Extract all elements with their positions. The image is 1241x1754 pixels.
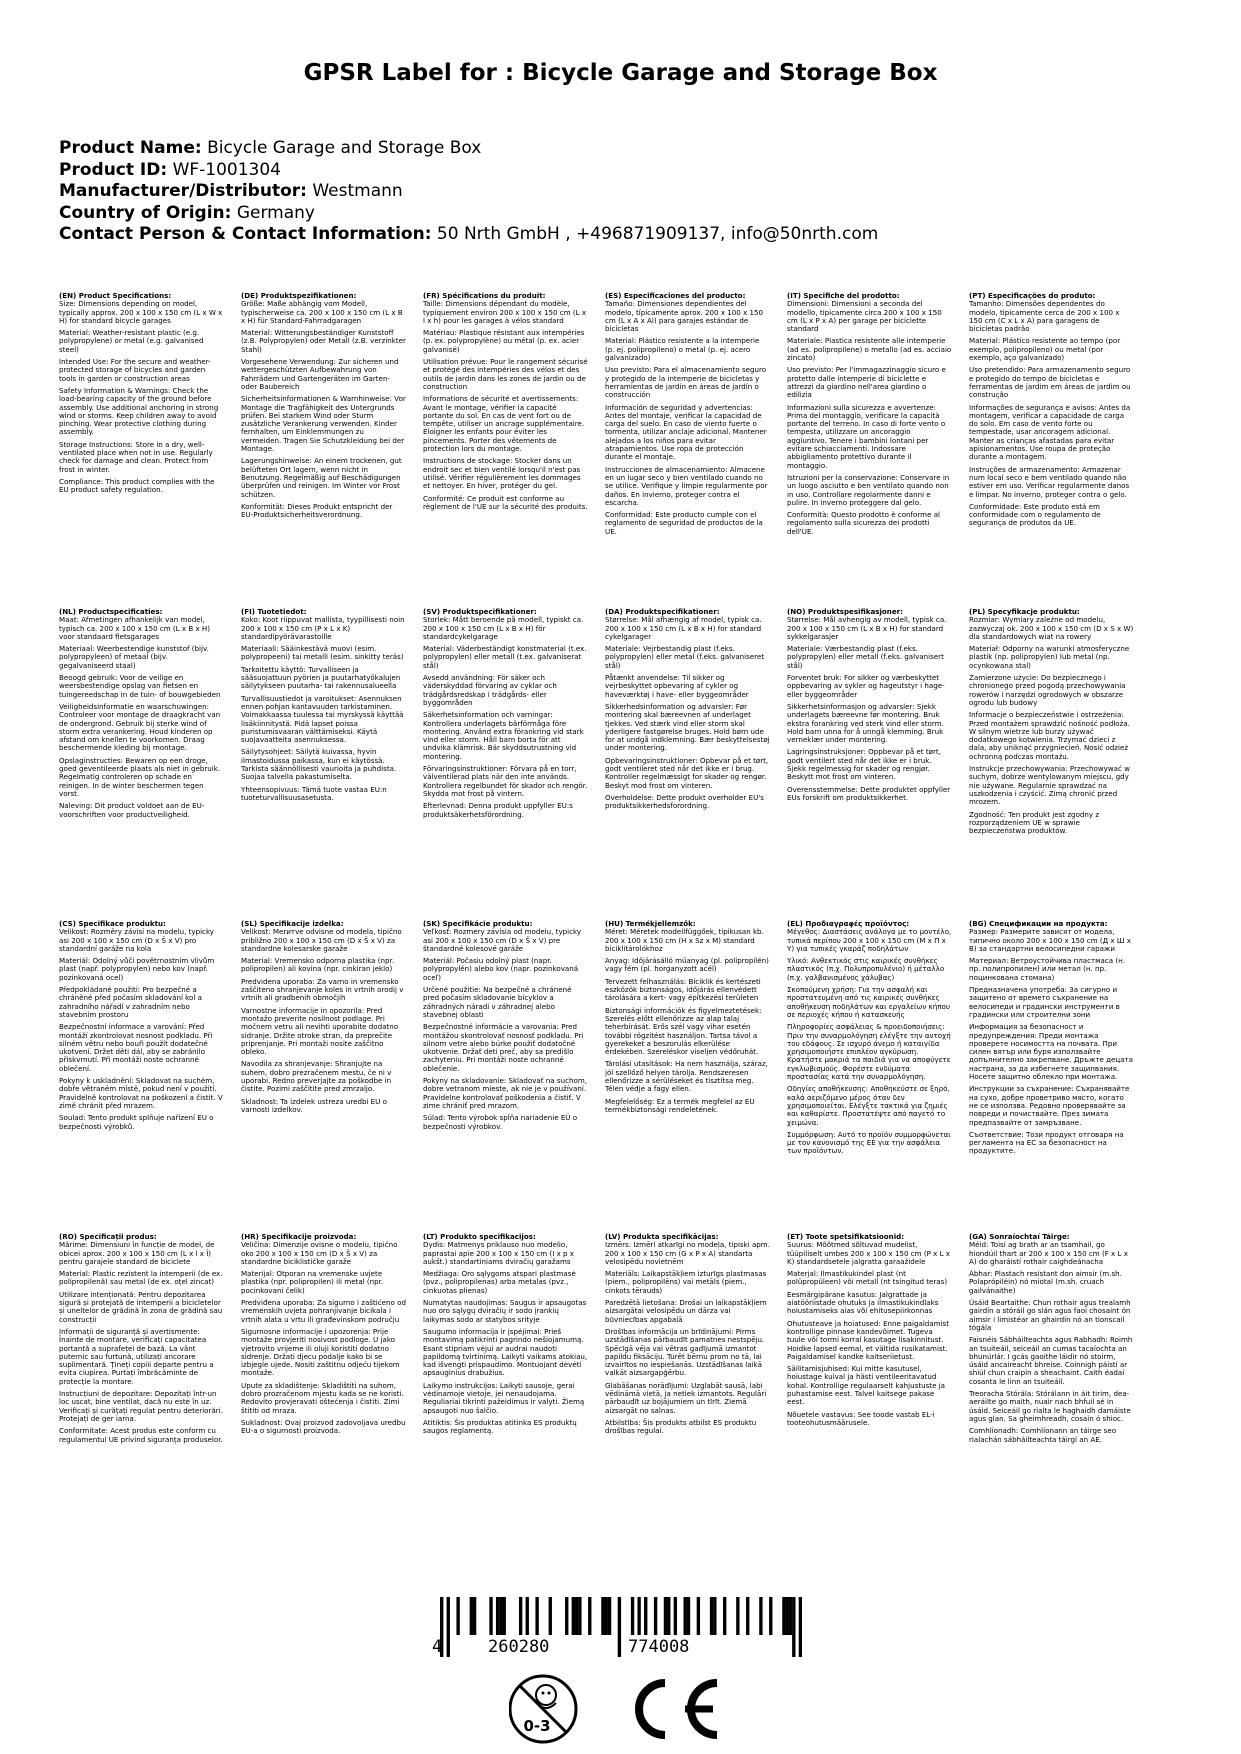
spec-paragraph: Overholdelse: Dette produkt overholder EU's produktsikkerhedsforordning. (605, 792, 764, 811)
spec-paragraph: Materiál: Počasiu odolný plast (napr. polypropylén) alebo kov (napr. pozinkovaná oceľ) (423, 956, 579, 982)
spec-paragraph: Ábhar: Plastach resistant don aimsir (m.sh. Polaprópiléin) nó miotal (m.sh. cruach gailvánaithe) (969, 1269, 1122, 1295)
barcode-bar (637, 1597, 640, 1635)
spec-paragraph: Lagerungshinweise: An einem trockenen, gut belüfteten Ort lagern, wenn nicht in Benutzung. Regelmäßig auf Beschädigungen überprüfen und reinigen. Im Winter vor Frost schützen. (241, 456, 402, 499)
spec-paragraph: Tarkoitettu käyttö: Turvalliseen ja sääsuojattuun pyörien ja puutarhatyökalujen säilytykseen puutarha- tai rakennusalueella (241, 664, 401, 691)
spec-paragraph: Avsedd användning: För säker och väderskyddad förvaring av cyklar och trädgårdsredskap i trädgårds- eller byggområden (423, 673, 557, 707)
spec-paragraph: Material: Plástico resistente a la intemperie (p. ej. polipropileno) o metal (p. ej. acero galvanizado) (605, 336, 760, 363)
spec-paragraph: Medžiaga: Oro sąlygoms atspari plastmasė (pvz., polipropilenas) arba metalas (pvz., cinkuotas plienas) (423, 1269, 576, 1295)
info-value: Germany (236, 202, 315, 223)
spec-paragraph: Koko: Koot riippuvat mallista, tyypillisesti noin 200 x 100 x 150 cm (P x L x K) standardipyörävarastoille (241, 615, 405, 641)
info-label: Product Name: (59, 138, 202, 158)
barcode-bar (782, 1597, 785, 1635)
spec-paragraph: Material: Vremensko odporna plastika (npr. polipropilen) ali kovina (npr. cinkiran jeklo) (241, 956, 395, 974)
spec-section-title: (FI) Tuotetiedot: (241, 608, 307, 616)
spec-paragraph: Size: Dimensions depending on model, typically approx. 200 x 100 x 150 cm (L x W x H) for standard bicycle garages (59, 299, 223, 325)
spec-paragraph: Tamanho: Dimensões dependentes do modelo, tipicamente cerca de 200 x 100 x 150 cm (C x L x A) para garagens de bicicletas padrão (969, 299, 1120, 334)
barcode-bar (588, 1597, 591, 1635)
spec-paragraph: Conformidad: Este producto cumple con el reglamento de seguridad de productos de la UE. (605, 510, 763, 536)
spec-section-title: (CS) Specifikace produktu: (59, 920, 166, 928)
barcode-bar (535, 1597, 538, 1635)
age-warning-icon (510, 1676, 576, 1742)
barcode-bar (496, 1597, 499, 1635)
spec-section (969, 292, 1134, 592)
barcode-bar (789, 1597, 792, 1635)
barcode-bar (792, 1597, 795, 1657)
spec-section-title: (FR) Spécifications du produit: (423, 292, 546, 300)
barcode-bar (503, 1597, 506, 1635)
barcode-left-digits: 260280 (488, 1637, 550, 1657)
spec-paragraph: Οδηγίες αποθήκευσης: Αποθηκεύστε σε ξηρό, καλά αεριζόμενο μέρος όταν δεν χρησιμοποιείται. Ελέγξτε τακτικά για ζημιές και καθαρίστε. Προστατέψτε από παγετό το χειμώνα. (787, 1084, 950, 1127)
spec-paragraph: Súlad: Tento výrobok spĺňa nariadenie EÚ o bezpečnosti výrobkov. (423, 1113, 578, 1131)
spec-paragraph: Izmērs: Izmēri atkarīgi no modeļa, tipiski apm. 200 x 100 x 150 cm (G x P x A) standarta velosipēdu novietnēm (605, 1240, 770, 1266)
spec-paragraph: Размер: Размерите зависят от модела, типично около 200 x 100 x 150 cm (Д x Ш x В) за стандартни велосипедни гаражи (969, 927, 1131, 953)
spec-paragraph: Informations de sécurité et avertissements: Avant le montage, vérifier la capacité portante du sol. En cas de vent fort ou de tempête, utiliser un ancrage supplémentaire. Éloigner les enfants pour éviter les pincements. Porter des vêtements de protection lors du montage. (423, 394, 585, 454)
spec-paragraph: Úsáid Beartaithe: Chun rothair agus trealamh gairdín a stóráil go slán agus faoi chosaint ón aimsir i limistéar an ghairdín nó an tionscail tógála (969, 1298, 1131, 1332)
spec-paragraph: Biztonsági információk és figyelmeztetések: Szerelés előtt ellenőrizze az alap talaj teherbírását. Erős szél vagy vihar esetén további rögzítést használjon. Tartsa távol a gyerekeket a beszorulás elkerülése érdekében. Szereléskor viseljen védőruhát. (605, 1005, 762, 1057)
spec-paragraph: Varnostne informacije in opozorila: Pred montažo preverite nosilnost podlage. Pri močnem vetru ali nevihti uporabite dodatno sidranje. Držite otroke stran, da preprečite priprenjanje. Pri montaži nosite zaščitno obleko. (241, 1005, 399, 1057)
barcode-bar (489, 1597, 492, 1635)
info-value: 50 Nrth GmbH , +496871909137, info@50nrth.com (436, 224, 879, 244)
barcode-bar (549, 1597, 552, 1635)
spec-section (787, 920, 952, 1220)
spec-paragraph: Materiał: Odporny na warunki atmosferyczne plastik (np. polipropylen) lub metal (np. ocynkowana stal) (969, 644, 1130, 670)
barcode-bar (667, 1597, 670, 1635)
spec-paragraph: Safety Information & Warnings: Check the load-bearing capacity of the ground before assembly. Use additional anchoring in strong wind or storms. Keep children away to avoid pinching. Wear protective clothing during assembly. (59, 385, 219, 437)
spec-section-title: (PT) Especificações do produto: (969, 292, 1096, 300)
spec-paragraph: Материал: Ветроустойчива пластмаса (н. пр. полипропилен) или метал (н. пр. поцинкована стомана) (969, 956, 1125, 982)
info-label: Manufacturer/Distributor: (59, 181, 307, 201)
spec-paragraph: Comhlíonadh: Comhlíonann an táirge seo rialachán sábháilteachta táirgí an AE. (969, 1426, 1117, 1444)
spec-paragraph: Numatytas naudojimas: Saugus ir apsaugotas nuo oro sąlygų dviračių ir sodo įrankių laikymas sodo ar statybos srityje (423, 1298, 587, 1324)
spec-section-title: (NL) Productspecificaties: (59, 608, 163, 616)
spec-paragraph: Съответствие: Този продукт отговаря на регламента на ЕС за безопасност на продуктите. (969, 1129, 1124, 1156)
spec-section (423, 1233, 588, 1533)
info-label: Product ID: (59, 159, 168, 180)
spec-section-title: (EN) Product Specifications: (59, 292, 172, 300)
spec-paragraph: Información de seguridad y advertencias: Antes del montaje, verificar la capacidad de carga del suelo. En caso de viento fuerte o tormenta, utilizar anclaje adicional. Mantener alejados a los niños para evitar atrapamientos. Use ropa de protección durante el montaje. (605, 402, 767, 462)
spec-section (241, 608, 406, 908)
spec-paragraph: Opbevaringsinstruktioner: Opbevar på et tørt, godt ventileret sted når det ikke er i brug. Kontroller regelmæssigt for skader og rengør. Beskyt mod frost om vinteren. (605, 755, 769, 790)
spec-paragraph: Material: Väderbeständigt konstmaterial (t.ex. polypropylen) eller metall (t.ex. galvaniserat stål) (423, 644, 587, 670)
spec-section (59, 1233, 224, 1533)
spec-paragraph: Lagringsinstruksjoner: Oppbevar på et tørt, godt ventilert sted når det ikke er i bruk. Sjekk regelmessig for skader og rengjør. Beskytt mot frost om vinteren. (787, 747, 941, 782)
barcode-bar (799, 1597, 802, 1657)
barcode-bar (447, 1597, 450, 1657)
spec-paragraph: Rozmiar: Wymiary zależne od modelu, zazwyczaj ok. 200 x 100 x 150 cm (D x S x W) dla standardowych wiat na rowery (969, 615, 1134, 641)
info-row (59, 224, 1189, 246)
spec-paragraph: Συμμόρφωση: Αυτό το προϊόν συμμορφώνεται με τον κανονισμό της ΕΕ για την ασφάλεια των προϊόντων. (787, 1129, 951, 1156)
barcode-bar (565, 1597, 568, 1635)
barcode-bar (605, 1597, 608, 1635)
spec-paragraph: Atitiktis: Šis produktas atitinka ES produktų saugos reglamentą. (423, 1417, 577, 1436)
spec-paragraph: Tamaño: Dimensiones dependientes del modelo, típicamente aprox. 200 x 100 x 150 cm (L x A x Al) para garajes estándar de bicicletas (605, 299, 764, 334)
info-value: Westmann (312, 181, 403, 201)
spec-paragraph: Uso previsto: Per l'immagazzinaggio sicuro e protetto dalle intemperie di biciclette e attrezzi da giardino nell'area giardino o edilizia (787, 365, 946, 400)
spec-paragraph: Bezpečnostní informace a varování: Před montáží zkontrolovat nosnost podkladu. Při silném větru nebo bouři použít dodatečné ukotvení. Držet děti dál, aby se zabránilo přiskvrnutí. Při montáži noste ochranné oblečení. (59, 1022, 213, 1073)
spec-section (241, 920, 406, 1220)
spec-paragraph: Materiál: Odolný vůči povětrnostním vlivům plast (např. polypropylen) nebo kov (např. pozinkovaná ocel) (59, 956, 215, 982)
spec-paragraph: Bezpečnostné informácie a varovania: Pred montážou skontrolovať nosnosť podkladu. Pri silnom vetre alebo búrke použiť dodatočné ukotvenie. Držať deti preč, aby sa predišlo zachyteniu. Pri montáži noste ochranné oblečenie. (423, 1022, 584, 1073)
spec-paragraph: Navodila za shranjevanje: Shranjujte na suhem, dobro prezračenem mestu, če ni v uporabi. Redno preverjajte za poškodbe in čistite. Pozimi zaščitite pred zmrzaljo. (241, 1059, 392, 1094)
spec-paragraph: Maat: Afmetingen afhankelijk van model, typisch ca. 200 x 100 x 150 cm (L x B x H) voor standaard fietsgarages (59, 615, 211, 641)
spec-section-title: (BG) Спецификации на продукта: (969, 920, 1108, 928)
spec-paragraph: Veiligheidsinformatie en waarschuwingen: Controleer voor montage de draagkracht van de ondergrond. Gebruik bij sterke wind of storm extra verankering. Houd kinderen op afstand om knellen te voorkomen. Draag beschermende kleding bij montage. (59, 701, 221, 753)
age-warning-text: 0-3 (523, 1717, 551, 1735)
spec-paragraph: Informações de segurança e avisos: Antes da montagem, verificar a capacidade de carga do solo. Em caso de vento forte ou tempestade, usar ancoragem adicional. Manter as crianças afastadas para evitar apisionamentos. Use roupa de proteção durante a montagem. (969, 402, 1131, 462)
spec-paragraph: Информация за безопасност и предупреждения: Преди монтажа проверете носимостта на почвата. При силен вятър или буря използвайте допълнително закрепване. Дръжте децата настрана, за да избегнете защипвания. Носете защитно облекло при монтажа. (969, 1022, 1134, 1082)
spec-section-title: (NO) Produktspesifikasjoner: (787, 608, 903, 616)
info-row (59, 160, 1189, 182)
spec-paragraph: Dimensioni: Dimensioni a seconda del modello, tipicamente circa 200 x 100 x 150 cm (L x P x A) per garage per biciclette standard (787, 299, 942, 334)
barcode-bar (723, 1597, 726, 1635)
spec-paragraph: Istruzioni per la conservazione: Conservare in un luogo asciutto e ben ventilato quando non in uso. Controllare regolarmente danni e pulire. In inverno proteggere dal gelo. (787, 472, 950, 507)
spec-paragraph: Předpokládané použití: Pro bezpečné a chráněné před počasím skladování kol a zahradního nářadí v zahradním nebo stavebním prostoru (59, 985, 202, 1019)
spec-section (59, 920, 224, 1220)
barcode-bar (654, 1597, 657, 1635)
barcode-bar (644, 1597, 647, 1635)
spec-section (423, 920, 588, 1220)
spec-paragraph: Säilytysohjeet: Säilytä kuivassa, hyvin ilmastoidussa paikassa, kun ei käytössä. Tarkista säännöllisesti vaurioita ja puhdista. Suojaa talvella pakastumiselta. (241, 747, 397, 782)
spec-paragraph: Méret: Méretek modellfüggőek, tipikusan kb. 200 x 100 x 150 cm (H x Sz x M) standard biciklitárolókhoz (605, 927, 764, 953)
spec-paragraph: Uso previsto: Para el almacenamiento seguro y protegido de la intemperie de bicicletas y herramientas de jardín en áreas de jardín o construcción (605, 365, 767, 400)
spec-paragraph: Conformidade: Este produto está em conformidade com o regulamento de segurança de produtos da UE. (969, 501, 1101, 528)
spec-paragraph: Turvallisuustiedot ja varoitukset: Asennuksen ennen pohjan kantavuuden tarkistaminen. Voimakkaassa tuulessa tai myrskyssä käyttää lisäkiinnitystä. Pidä lapset poissa puristumisvaaran välttämiseksi. Käytä suojavaatteita asennuksessa. (241, 693, 404, 745)
spec-paragraph: Megfelelőség: Ez a termék megfelel az EU termékbiztonsági rendeletének. (605, 1096, 755, 1114)
spec-section-title: (ES) Especificaciones del producto: (605, 292, 746, 300)
spec-paragraph: Informazioni sulla sicurezza e avvertenze: Prima del montaggio, verificare la capacità portante del terreno. In caso di forte vento o tempesta, utilizzare un ancoraggio aggiuntivo. Tenere i bambini lontani per evitare schiacciamenti. Indossare abbigliamento protettivo durante il montaggio. (787, 402, 946, 470)
spec-section-title: (DE) Produktspezifikationen: (241, 292, 357, 300)
spec-paragraph: Förvaringsinstruktioner: Förvara på en torr, välventilerad plats när den inte används. Kontrollera regelbundet för skador och rengör. Skydda mot frost på vintern. (423, 764, 588, 798)
barcode-bar (786, 1597, 789, 1635)
spec-paragraph: Veľkosť: Rozmery závisia od modelu, typicky asi 200 x 100 x 150 cm (D x Š x V) pre štandardné kolesové garáže (423, 927, 582, 953)
page-title: GPSR Label for : Bicycle Garage and Storage Box (303, 60, 938, 86)
info-row (59, 181, 1189, 203)
spec-section (59, 292, 224, 592)
spec-section-title: (IT) Specifiche del prodotto: (787, 292, 900, 300)
spec-section-title: (PL) Specyfikacje produktu: (969, 608, 1080, 616)
spec-section (969, 608, 1134, 908)
spec-section-title: (DA) Produktspecifikationer: (605, 608, 720, 616)
barcode-bar (664, 1597, 667, 1635)
ce-mark-icon (639, 1683, 717, 1735)
spec-paragraph: Σκοπούμενη χρήση: Για την ασφαλή και προστατευμένη από τις καιρικές συνθήκες αποθήκευση ποδηλάτων και εργαλείων κήπου σε περιοχές κήπου ή κατασκευής (787, 985, 950, 1019)
spec-paragraph: Matériau: Plastique résistant aux intempéries (p. ex. polypropylène) ou métal (p. ex. acier galvanisé) (423, 328, 585, 354)
spec-paragraph: Инструкции за съхранение: Съхранявайте на сухо, добре проветриво място, когато не се използва. Редовно проверявайте за повреди и почиствайте. През зимата предпазвайте от замръзване. (969, 1084, 1130, 1127)
spec-paragraph: Uso pretendido: Para armazenamento seguro e protegido do tempo de bicicletas e ferramentas de jardim em áreas de jardim ou construção (969, 365, 1131, 400)
spec-paragraph: Предназначена употреба: За сигурно и защитено от времето съхранение на велосипеди и градински инструменти в градински или строителни зони (969, 985, 1120, 1019)
barcode-bar (470, 1597, 473, 1635)
spec-section (241, 1233, 406, 1533)
spec-paragraph: Größe: Maße abhängig vom Modell, typischerweise ca. 200 x 100 x 150 cm (L x B x H) für Standard-Fahrradgaragen (241, 299, 403, 325)
spec-paragraph: Veličina: Dimenzije ovisne o modelu, tipično oko 200 x 100 x 150 cm (D x Š x V) za standardne biciklističke garaže (241, 1240, 398, 1266)
barcode-bar (759, 1597, 762, 1635)
barcode-bar (687, 1597, 690, 1635)
spec-paragraph: Informacje o bezpieczeństwie i ostrzeżenia: Przed montażem sprawdzić nośność podłoża. W silnym wietrze lub burzy używać dodatkowego kotwienia. Trzymać dzieci z dala, aby uniknąć przygniecień. Nosić odzież ochronną podczas montażu. (969, 710, 1130, 761)
spec-section (787, 608, 952, 908)
barcode-bar (473, 1597, 476, 1635)
spec-paragraph: Materiale: Vejrbestandig plast (f.eks. polypropylen) eller metal (f.eks. galvaniseret stål) (605, 644, 765, 670)
info-value: Bicycle Garage and Storage Box (207, 138, 482, 158)
spec-paragraph: Mărime: Dimensiuni în funcție de model, de obicei aprox. 200 x 100 x 150 cm (L x l x Î) pentru garajele standard de biciclete (59, 1240, 215, 1266)
barcode-bar (713, 1597, 716, 1635)
barcode-bar (769, 1597, 772, 1635)
spec-section (787, 1233, 952, 1533)
spec-paragraph: Størrelse: Mål afhængig af model, typisk ca. 200 x 100 x 150 cm (L x B x H) for standard cykelgarager (605, 615, 762, 641)
info-row (59, 203, 1189, 225)
spec-paragraph: Sikkerhetsinformasjon og advarsler: Sjekk underlagets bæreevne før montering. Bruk ekstra forankring ved sterk vind eller storm. Hold barn unna for å unngå klemming. Bruk verneklær under montering. (787, 701, 944, 745)
spec-paragraph: Overensstemmelse: Dette produktet oppfyller EUs forskrift om produktsikkerhet. (787, 784, 951, 802)
spec-paragraph: Zamierzone użycie: Do bezpiecznego i chronionego przed pogodą przechowywania rowerów i narzędzi ogrodowych w obszarze ogrodu lub budowy (969, 673, 1126, 707)
spec-paragraph: Konformität: Dieses Produkt entspricht der EU-Produktsicherheitsverordnung. (241, 501, 393, 520)
spec-paragraph: Sigurnosne informacije i upozorenja: Prije montaže provjeriti nosivost podloge. U jako vjetrovito vrijeme ili oluji koristiti dodatno sidrenje. Držati djecu podalje kako bi se izbjegle ujede. Nositi zaštitnu odjeću tijekom montaže. (241, 1326, 400, 1378)
spec-section (605, 292, 770, 592)
spec-paragraph: Beoogd gebruik: Voor de veilige en weersbestendige opslag van fietsen en tuingereedschap in de tuin- of bouwgebieden (59, 673, 221, 699)
spec-paragraph: Storlek: Mått beroende på modell, typiskt ca. 200 x 100 x 150 cm (L x B x H) för standardcykelgarage (423, 615, 584, 641)
spec-paragraph: Určené použitie: Na bezpečné a chránené pred počasím skladovanie bicyklov a záhradných náradí v záhradnej alebo stavebnej oblasti (423, 985, 572, 1019)
spec-paragraph: Soulad: Tento produkt splňuje nařízení EU o bezpečnosti výrobků. (59, 1113, 214, 1131)
spec-paragraph: Compliance: This product complies with the EU product safety regulation. (59, 476, 215, 495)
barcode-bar (697, 1597, 700, 1635)
info-label: Contact Person & Contact Information: (59, 224, 432, 244)
spec-paragraph: Materiaal: Weerbestendige kunststof (bijv. polypropyleen) of metaal (bijv. gegalvaniseerd staal) (59, 644, 209, 670)
barcode-bar (618, 1597, 621, 1657)
spec-paragraph: Suurus: Mõõtmed sõltuvad mudelist, tüüpiliselt umbes 200 x 100 x 150 cm (P x L x K) standardsetele jalgratta garaažidele (787, 1240, 950, 1266)
spec-section-title: (LV) Produkta specifikācijas: (605, 1233, 719, 1241)
spec-paragraph: Atbilstība: Šis produkts atbilst ES produktu drošības regulai. (605, 1417, 757, 1436)
spec-section (423, 292, 588, 592)
spec-paragraph: Saugumo informacija ir įspėjimai: Prieš montavimą patikrinti pagrindo nešiojamumą. Esant stipriam vėjui ar audrai naudoti papildomą tvirtinimą. Laikyti vaikams atokiau, kad išvengti prispaudimo. Montuojant dėvėti apsauginius drabužius. (423, 1326, 588, 1378)
spec-section-title: (EL) Προδιαγραφές προϊόντος: (787, 920, 910, 928)
spec-paragraph: Treoracha Stórála: Stórálann in áit tirim, dea-aeráilte go maith, nuair nach bhfuil sé in úsáid. Seiceáil go rialta le haghaidh damáiste agus glan. Sa gheimhreadh, cosain ó shioc. (969, 1389, 1131, 1423)
spec-section-title: (LT) Produkto specifikacijos: (423, 1233, 536, 1241)
spec-paragraph: Velikost: Merитve odvisne od modela, tipično približno 200 x 100 x 150 cm (D x Š x V) za standardne kolesarske garaže (241, 927, 402, 953)
spec-paragraph: Conformità: Questo prodotto è conforme al regolamento sulla sicurezza dei prodotti dell'UE. (787, 510, 941, 536)
spec-paragraph: Instrukcje przechowywania: Przechowywać w suchym, dobrze wentylowanym miejscu, gdy nie używane. Regularnie sprawdzać na uszkodzenia i czyścić. Zimą chronić przed mrozem. (969, 764, 1130, 807)
spec-paragraph: Sukladnost: Ovaj proizvod zadovoljava uredbu EU-a o sigurnosti proizvoda. (241, 1417, 406, 1436)
spec-paragraph: Utilizare intenționată: Pentru depozitarea sigură și protejată de intemperii a bicicletelor și uneltelor de grădină în zona de grădină sau construcții (59, 1289, 223, 1324)
spec-paragraph: Upute za skladištenje: Skladištiti na suhom, dobro prozračenom mjestu kada se ne koristi. Redovito provjeravati oštećenja i čistiti. Zimi štititi od mraza. (241, 1380, 404, 1415)
spec-paragraph: Pokyny k uskladnění: Skladovat na suchém, dobře větraném místě, pokud není v použití. Pravidelně kontrolovat na poškození a čistit. V zimě chránit před mrazem. (59, 1076, 223, 1110)
spec-paragraph: Skladnost: Ta izdelek ustreza uredbi EU o varnosti izdelkov. (241, 1096, 387, 1114)
spec-paragraph: Tárolási utasítások: Ha nem használja, száraz, jól szellőző helyen tárolja. Rendszeresen ellenőrizze a sérüléseket és tisztítsa meg. Télen védje a fagy ellen. (605, 1059, 768, 1094)
spec-section (423, 608, 588, 908)
spec-section-title: (SL) Specifikacije izdelka: (241, 920, 344, 928)
product-info (59, 138, 1189, 246)
spec-section-title: (GA) Sonraíochtaí Táirge: (969, 1233, 1070, 1241)
info-row (59, 138, 1189, 160)
spec-paragraph: Material: Plastic rezistent la intemperii (de ex. polipropilenă) sau metal (de ex. oțel zincat) (59, 1269, 223, 1287)
spec-paragraph: Tervezett felhasználás: Biciklik és kertészeti eszközök biztonságos, időjárás ellenvédett tárolására a kert- vagy építkezési területen (605, 976, 761, 1003)
spec-paragraph: Μέγεθος: Διαστάσεις ανάλογα με το μοντέλο, τυπικά περίπου 200 x 100 x 150 cm (Μ x Π x Υ) για τυπικές γκαράζ ποδηλάτων (787, 927, 952, 953)
spec-paragraph: Méid: Toisí ag brath ar an tsamhail, go hiondúil thart ar 200 x 100 x 150 cm (F x L x A) do gharáistí rothair caighdeánacha (969, 1240, 1128, 1266)
spec-paragraph: Material: Weather-resistant plastic (e.g. polypropylene) or metal (e.g. galvanised steel) (59, 328, 204, 354)
spec-paragraph: Materiale: Værbestandig plast (f.eks. polypropylen) eller metall (f.eks. galvanisert stål) (787, 644, 944, 670)
spec-paragraph: Instrucciones de almacenamiento: Almacene en un lugar seco y bien ventilado cuando no se utilice. Verifique y limpie regularmente por daños. En invierno, proteger contra el escarcha. (605, 464, 768, 507)
barcode-bar (684, 1597, 687, 1635)
spec-paragraph: Informații de siguranță și avertismente: Înainte de montare, verificați capacitatea portantă a suprafeței de bază. La vânt puternic sau furtună, utilizați ancorare suplimentară. Țineți copiii departe pentru a evita ciupirea. Purtați îmbrăcăminte de protecție la montare. (59, 1326, 214, 1386)
spec-section (59, 608, 224, 908)
info-label: Country of Origin: (59, 202, 232, 223)
spec-paragraph: Dydis: Matmenys priklauso nuo modelio, paprastai apie 200 x 100 x 150 cm (I x p x aukšt.) standartiniams dviračių garažams (423, 1240, 574, 1266)
spec-paragraph: Glabāšanas norādījumi: Uzglabāt sausā, labi vēdināmā vietā, ja netiek izmantots. Regulāri pārbaudīt uz bojājumiem un tīrīt. Ziemā aizsargāt no salnas. (605, 1380, 767, 1415)
spec-section-title: (HU) Termékjellemzők: (605, 920, 696, 928)
spec-paragraph: Instrucțiuni de depozitare: Depozitați într-un loc uscat, bine ventilat, dacă nu este în uz. Verificați și curățați regulat pentru deteriorări. Protejați de ger iarna. (59, 1389, 223, 1423)
spec-paragraph: Efterlevnad: Denna produkt uppfyller EU:s produktsäkerhetsförordning. (423, 801, 573, 819)
spec-paragraph: Laikymo instrukcijos: Laikyti sausoje, gerai vėdinamoje vietoje, jei nenaudojama. Reguliariai tikrinti pažeidimus ir valyti. Žiemą apsaugoti nuo šalčio. (423, 1380, 585, 1415)
spec-paragraph: Materiaali: Sääinkestävä muovi (esim. polypropeeni) tai metalli (esim. sinkitty teräs) (241, 644, 404, 662)
barcode-bar (608, 1597, 611, 1635)
spec-paragraph: Yhteensopivuus: Tämä tuote vastaa EU:n tuoteturvallisuusasetusta. (241, 784, 387, 802)
spec-section (969, 920, 1134, 1220)
spec-section (969, 1233, 1134, 1533)
spec-section (605, 920, 770, 1220)
spec-paragraph: Instruções de armazenamento: Armazenar num local seco e bem ventilado quando não estiver em uso. Verificar regularmente danos e limpar. No inverno, proteger contra o gelo. (969, 464, 1130, 499)
spec-paragraph: Säkerhetsinformation och varningar: Kontrollera underlagets bärförmåga före montering. Använd extra förankring vid stark vind eller storm. Håll barn borta för att undvika klämrisk. Bär skyddsutrustning vid montering. (423, 710, 584, 761)
barcode-bar (456, 1597, 459, 1635)
spec-paragraph: Sicherheitsinformationen & Warnhinweise: Vor Montage die Tragfähigkeit des Untergrunds prüfen. Bei starkem Wind oder Sturm zusätzliche Verankerung verwenden. Kinder fernhalten, um Einklemmungen zu vermeiden. Tragen Sie Schutzkleidung bei der Montage. (241, 394, 406, 454)
spec-paragraph: Conformitate: Acest produs este conform cu regulamentul UE privind siguranța produselor. (59, 1426, 223, 1444)
spec-section-title: (RO) Specificații produs: (59, 1233, 157, 1241)
barcode-bar (631, 1597, 634, 1635)
spec-paragraph: Faisnéis Sábháilteachta agus Rabhadh: Roimh an tsuiteáil, seiceáil an cumas tacaíochta an bhunúrlár. I gcás gaoithe láidir nó stoirm, úsáid ancaireacht bhreise. Coinnigh páistí ar shiúl chun craipín a sheachaint. Caith éadaí cosanta le linn an tsuiteáil. (969, 1335, 1133, 1386)
spec-paragraph: Paredzētā lietošana: Drošai un laikapstākļiem aizsargātai velosipēdu un dārza vai būvniecības apgabalā (605, 1298, 767, 1324)
spec-paragraph: Predviđena uporaba: Za sigurno i zaštićeno od vremenskih uvjeta pohranjivanje bicikala i vrtnih alata u vrtu ili građevinskom području (241, 1298, 406, 1324)
spec-paragraph: Vorgesehene Verwendung: Zur sicheren und wettergeschützten Aufbewahrung von Fahrrädern und Gartengeräten im Garten- oder Baubereich (241, 357, 399, 391)
barcode-bar (575, 1597, 578, 1635)
spec-paragraph: Størrelse: Mål avhengig av modell, typisk ca. 200 x 100 x 150 cm (L x B x H) for standard sykkelgarasjer (787, 615, 947, 641)
spec-paragraph: Nõuetele vastavus: See toode vastab EL-i tooteohutusmäärusele. (787, 1409, 935, 1427)
barcode-bar (519, 1597, 522, 1635)
spec-paragraph: Säilitamisjuhised: Kui mitte kasutusel, hoiustage kuival ja hästi ventileeritavatud kohal. Kontrollige regulaarselt kahjustuste ja puhastamise eest. Talvel kaitsege pakase eest. (787, 1364, 946, 1407)
spec-section-title: (SK) Špecifikácie produktu: (423, 920, 533, 928)
spec-paragraph: Materijal: Otporan na vremenske uvjete plastika (npr. polipropilen) ili metal (npr. pocinkovani čelik) (241, 1269, 384, 1295)
spec-section-title: (ET) Toote spetsifikatsioonid: (787, 1233, 905, 1241)
barcode-bar (674, 1597, 677, 1635)
spec-paragraph: Πληροφορίες ασφάλειας & προειδοποιήσεις: Πριν την συναρμολόγηση ελέγξτε την αντοχή του εδάφους. Σε ισχυρό άνεμο ή καταιγίδα χρησιμοποιήστε επιπλέον αγκύρωση. Κρατήστε μακριά τα παιδιά για να αποφύγετε εγκλωβισμούς. Φορέστε ενδύματα προστασίας κατά την συναρμολόγηση. (787, 1022, 951, 1082)
spec-section (241, 292, 406, 592)
spec-paragraph: Sikkerhedsinformation og advarsler: Før montering skal bæreevnen af underlaget tjekkes. Ved stærk vind eller storm skal yderligere fastgørelse bruges. Hold børn ude for at undgå indklemning. Bær beskyttelsestøj under montering. (605, 701, 770, 753)
barcode-lead-digit: 4 (432, 1637, 443, 1657)
spec-paragraph: Ohutusteave ja hoiatused: Enne paigaldamist kontrollige pinnase kandevõimet. Tugeva tuule või tormi korral kasutage lisakinnitust. Hoidke lapsed eemal, et vältida rusikatamist. Paigaldamisel kandke kaitseriietust. (787, 1318, 950, 1361)
spec-section-title: (HR) Specifikacije proizvoda: (241, 1233, 357, 1241)
spec-paragraph: Conformité: Ce produit est conforme au règlement de l'UE sur la sécurité des produits. (423, 493, 588, 511)
spec-paragraph: Zgodność: Ten produkt jest zgodny z rozporządzeniem UE w sprawie bezpieczeństwa produktów. (969, 809, 1100, 836)
barcode-bar (736, 1597, 739, 1635)
spec-paragraph: Naleving: Dit product voldoet aan de EU-voorschriften voor productveiligheid. (59, 801, 205, 819)
spec-section (787, 292, 952, 592)
barcode-bar (710, 1597, 713, 1635)
spec-paragraph: Materiale: Plastica resistente alle intemperie (ad es. polipropilene) o metallo (ad es. acciaio zincato) (787, 336, 952, 363)
spec-paragraph: Instructions de stockage: Stocker dans un endroit sec et bien ventilé lorsqu'il n'est pas utilisé. Vérifier régulièrement les dommages et nettoyer. En hiver, protéger du gel. (423, 456, 581, 491)
spec-paragraph: Forventet bruk: For sikker og værbeskyttet oppbevaring av sykler og hageutstyr i hage- eller byggeområder (787, 673, 945, 699)
barcode-right-digits: 774008 (628, 1637, 690, 1657)
spec-paragraph: Eesmärgipärane kasutus: Jalgrattade ja aiatööriistade ohutuks ja ilmastikukindlaks hoiustamiseks aias või ehitusepiirkonnas (787, 1289, 939, 1316)
spec-section (605, 608, 770, 908)
barcode-bar (601, 1597, 604, 1635)
info-value: WF-1001304 (172, 159, 281, 180)
spec-paragraph: Materiāls: Laikapstākļiem izturīgs plastmasas (piem., polipropilēns) vai metāls (piem., cinkots tērauds) (605, 1269, 767, 1295)
spec-section-title: (SV) Produktspecifikationer: (423, 608, 537, 616)
spec-paragraph: Påtænkt anvendelse: Til sikker og vejrbeskyttet opbevaring af cykler og haveværktøj i have- eller byggeområder (605, 673, 749, 699)
spec-paragraph: Utilisation prévue: Pour le rangement sécurisé et protégé des intempéries des vélos et des outils de jardin dans les zones de jardin ou de construction (423, 357, 588, 391)
spec-paragraph: Pokyny na skladovanie: Skladovať na suchom, dobre vetranom mieste, ak nie je v používaní. Pravidelne kontrolovať poškodenia a čistiť. V zime chrániť pred mrazom. (423, 1076, 587, 1110)
spec-paragraph: Material: Witterungsbeständiger Kunststoff (z.B. Polypropylen) oder Metall (z.B. verzinkter Stahl) (241, 328, 406, 354)
spec-paragraph: Opslaginstructies: Bewaren op een droge, goed geventileerde plaats als niet in gebruik. Regelmatig controleren op schade en reinigen. In de winter beschermen tegen vorst. (59, 755, 221, 798)
barcode-bar (746, 1597, 749, 1635)
spec-paragraph: Velikost: Rozměry závisí na modelu, typicky asi 200 x 100 x 150 cm (D x Š x V) pro standardní garáže na kola (59, 927, 215, 953)
spec-paragraph: Intended Use: For the secure and weather-protected storage of bicycles and garden tools in garden or construction areas (59, 357, 211, 383)
barcode-bar (578, 1597, 581, 1635)
spec-paragraph: Materjal: Ilmastikukindel plast (nt polüpropüleen) või metall (nt tsingitud teras) (787, 1269, 948, 1287)
spec-paragraph: Material: Plástico resistente ao tempo (por exemplo, polipropileno) ou metal (por exemplo, aço galvanizado) (969, 336, 1121, 363)
barcode-bar (499, 1597, 502, 1635)
spec-paragraph: Taille: Dimensions dépendant du modèle, typiquement environ 200 x 100 x 150 cm (L x l x h) pour les garages à vélos standard (423, 299, 587, 325)
spec-paragraph: Storage Instructions: Store in a dry, well-ventilated place when not in use. Regularly check for damage and clean. Protect from frost in winter. (59, 439, 213, 474)
compliance-symbols (509, 1669, 729, 1749)
spec-paragraph: Anyag: Időjárásálló műanyag (pl. polipropilén) vagy fém (pl. horganyzott acél) (605, 956, 769, 974)
barcode-bar (572, 1597, 575, 1635)
spec-paragraph: Drošības informācija un brīdinājumi: Pirms uzstādīšanas pārbaudīt pamatnes nestspēju. Spēcīgā vēja vai vētras gadījumā izmantot papildu fiksāciju. Turēt bērnu prom no tā, lai izvairītos no iespiešanās. Uzstādīšanas laikā valkāt aizsargapģērbu. (605, 1326, 765, 1378)
spec-section (605, 1233, 770, 1533)
spec-paragraph: Υλικό: Ανθεκτικός στις καιρικές συνθήκες πλαστικός (π.χ. Πολυπροπυλένιο) ή μέταλλο (π.χ. γαλβανισμένος χάλυβας) (787, 956, 945, 982)
barcode-bar (526, 1597, 529, 1635)
spec-paragraph: Predvidena uporaba: Za varno in vremensko zaščiteno shranjevanje koles in vrtnih orodij v vrtnih ali gradbenih območjih (241, 976, 404, 1003)
